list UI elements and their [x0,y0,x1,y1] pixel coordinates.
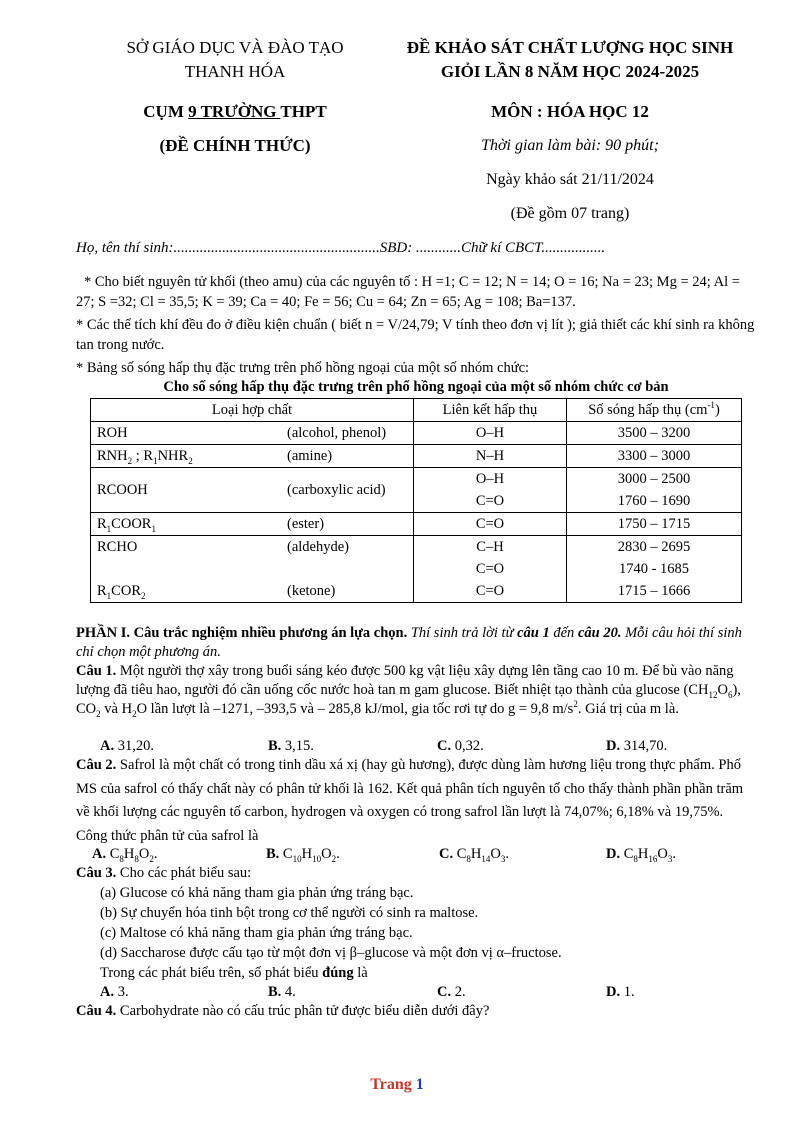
option-a[interactable]: A. 3. [100,984,129,1000]
page-count: (Đề gồm 07 trang) [510,205,630,222]
option-d[interactable]: D. $C_8H_{16}O_3$. [606,846,676,864]
atomic-mass-note: * Cho biết nguyên tử khối (theo amu) của các nguyên tố : H =1; C = 12; N = 14; O = 16; Na = 23; Mg = 24; Al = 27; S =32; Cl = 35,5; K = 39; Ca = 40; Fe = 56; Cu = 64; Zn = 65; Ag = 108; Ba=137. [76,274,740,310]
ir-table-caption: Cho số sóng hấp thụ đặc trưng trên phổ hồng ngoại của một số nhóm chức cơ bản [163,379,669,395]
part1-heading: PHẦN I. Câu trắc nghiệm nhiều phương án lựa chọn. Thí sinh trả lời từ câu 1 đến câu 20. Mỗi câu hỏi thí sinh chỉ chọn một phương án. [76,625,742,660]
page-footer [0,1076,794,1094]
province-name: THANH HÓA [184,62,286,81]
question-1: Câu 1. Một người thợ xây trong buổi sáng kéo được 500 kg vật liệu xây dựng lên tầng cao 10 m. Để bù vào năng lượng đã tiêu hao, người đó cần uống cốc nước hoà tan m gam glucose. Biết nhiệt tạo thành của glucose $(CH_{12}O_6)$, $CO_2$ và $H_2O$ lần lượt là –1271, –393,5 và – 285,8 kJ/mol, gia tốc rơi tự do g = 9,8 $m/s^2$. Giá trị của m là. [76,663,741,719]
gas-volume-note: * Các thể tích khí đều đo ở điều kiện chuẩn ( biết n = V/24,79; V tính theo đơn vị lít ); giả thiết các khí sinh ra không tan trong nước. [76,317,755,353]
option-a[interactable]: A. $C_8H_8O_2$. [92,846,158,864]
exam-duration: Thời gian làm bài: 90 phút; [481,137,659,154]
question-3-options [76,983,756,1002]
option-b[interactable]: B. 3,15. [268,738,314,754]
option-b[interactable]: B. 4. [268,984,296,1000]
header-left [90,36,380,158]
question-2-options [76,845,756,864]
exam-title-line1: ĐỀ KHẢO SÁT CHẤT LƯỢNG HỌC SINH [406,38,734,57]
table-row: $R_1COOR_1$ (ester) C=O 1750 – 1715 [91,513,742,536]
exam-date: Ngày khảo sát 21/11/2024 [486,171,654,188]
question-4: Câu 4. Carbohydrate nào có cấu trúc phân tử được biểu diễn dưới đây? [76,1003,490,1019]
subject: MÔN : HÓA HỌC 12 [491,102,649,121]
school-cluster: CỤM 9 TRƯỜNG THPT [143,102,327,121]
page-number: 1 [415,1076,424,1093]
question-3: Câu 3. Cho các phát biểu sau: (a) Glucose có khả năng tham gia phản ứng tráng bạc. (b) Sự chuyển hóa tinh bột trong cơ thể người có sinh ra maltose. (c) Maltose có khả năng tham gia phản ứng tráng bạc. (d) Saccharose được cấu tạo từ một đơn vị β–glucose và một đơn vị α–fructose. Trong các phát biểu trên, số phát biểu đúng là [76,865,562,981]
page-label: Trang [370,1076,416,1093]
candidate-info-line: Họ, tên thí sinh:.......................................................SBD: ............Chữ kí CBCT................. [76,240,606,256]
option-c[interactable]: C. 2. [437,984,466,1000]
table-header-row [91,399,742,422]
ir-absorption-table [90,398,742,603]
table-row: RCHO (aldehyde) $R_1COR_2$ (ketone) C–H C=O C=O 2830 – 2695 1740 - 1685 1715 – 1666 [91,536,742,603]
header-right [380,36,760,226]
table-row: RCOOH (carboxylic acid) O–H C=O 3000 – 2500 1760 – 1690 [91,468,742,513]
option-d[interactable]: D. 1. [606,984,635,1000]
col-compound: Loại hợp chất [91,399,414,422]
option-d[interactable]: D. 314,70. [606,738,668,754]
col-wavenumber: Số sóng hấp thụ $(cm^{-1})$ [567,399,742,422]
option-a[interactable]: A. 31,20. [100,738,154,754]
option-c[interactable]: C. $C_8H_{14}O_3$. [439,846,509,864]
table-row: $RNH_2$ ; $R_1NHR_2$ (amine) N–H 3300 – 3000 [91,445,742,468]
exam-title-line2: GIỎI LẦN 8 NĂM HỌC 2024-2025 [440,62,700,81]
official-label: (ĐỀ CHÍNH THỨC) [159,136,311,155]
col-bond: Liên kết hấp thụ [414,399,567,422]
ir-table-note: * Bảng số sóng hấp thụ đặc trưng trên phổ hồng ngoại của một số nhóm chức: [76,360,530,376]
table-row: ROH (alcohol, phenol) O–H 3500 – 3200 [91,422,742,445]
question-2: Câu 2. Safrol là một chất có trong tinh dầu xá xị (hay gù hương), được dùng làm hương liệu trong thực phẩm. Phổ MS của safrol có thấy chất này có phân tử khối là 162. Kết quả phân tích nguyên tố cho thấy thành phần phần trăm về khối lượng các nguyên tố carbon, hydrogen và oxygen có trong safrol lần lượt là 74,07%; 6,18% và 19,75%. Công thức phân tử của safrol là [76,757,744,844]
option-b[interactable]: B. $C_{10}H_{10}O_2$. [266,846,340,864]
department-name: SỞ GIÁO DỤC VÀ ĐÀO TẠO [126,38,344,57]
option-c[interactable]: C. 0,32. [437,738,484,754]
